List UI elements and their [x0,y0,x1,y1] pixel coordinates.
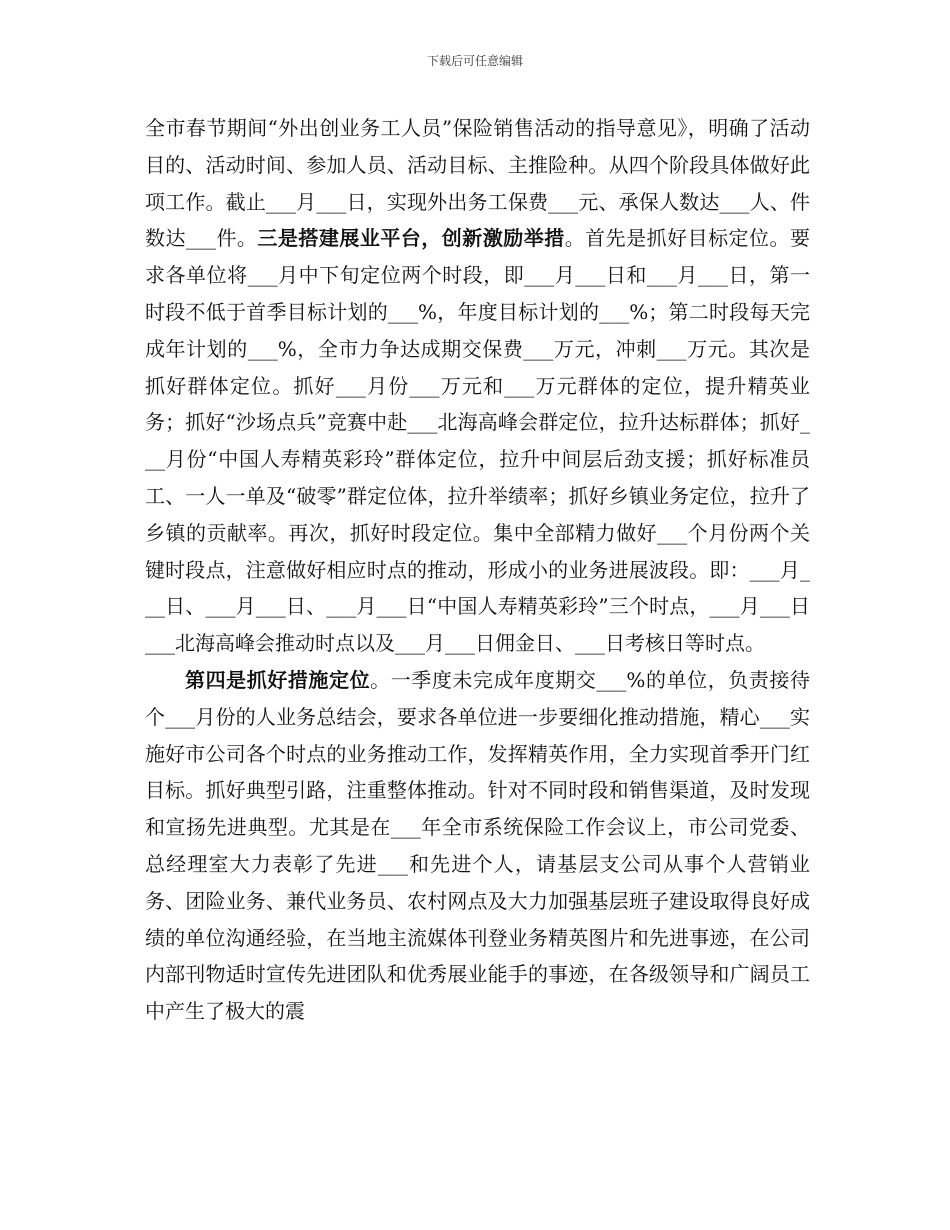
paragraph-1-text-a: 全市春节期间“外出创业务工人员”保险销售活动的指导意见》，明确了活动目的、活动时间、参加人员、活动目标、主推险种。从四个阶段具体做好此项工作。截止___月___日，实现外出务工保费___元、承保人数达___人、件数达___件。 [145,116,810,251]
paragraph-1-bold-heading: 三是搭建展业平台，创新激励举措 [257,226,565,251]
page-header: 下载后可任意编辑 [426,54,523,68]
paragraph-1 [145,110,810,662]
paragraph-1-text-b: 。首先是抓好目标定位。要求各单位将___月中下旬定位两个时段，即___月___日和___月___日，第一时段不低于首季目标计划的___%，年度目标计划的___%；第二时段每天完成年计划的___%，全市力争达成期交保费___万元，冲刺___万元。其次是抓好群体定位。抓好___月份___万元和___万元群体的定位，提升精英业务；抓好“沙场点兵”竞赛中赴___北海高峰会群定位，拉升达标群体；抓好___月份“中国人寿精英彩玲”群体定位，拉升中间层后劲支援；抓好标准员工、一人一单及“破零”群定位体，拉升举绩率；抓好乡镇业务定位，拉升了乡镇的贡献率。再次，抓好时段定位。集中全部精力做好___个月份两个关键时段点，注意做好相应时点的推动，形成小的业务进展波段。即：___月___日、___月___日、___月___日“中国人寿精英彩玲”三个时点，___月___日___北海高峰会推动时点以及___月___日佣金日、___日考核日等时点。 [145,226,811,656]
paragraph-2 [145,662,810,1030]
paragraph-2-bold-heading: 第四是抓好措施定位 [185,667,371,692]
document-body [145,110,810,1030]
paragraph-2-text: 。一季度未完成年度期交___%的单位，负责接待个___月份的人业务总结会，要求各单位进一步要细化推动措施，精心___实施好市公司各个时点的业务推动工作，发挥精英作用，全力实现首季开门红目标。抓好典型引路，注重整体推动。针对不同时段和销售渠道，及时发现和宣扬先进典型。尤其是在___年全市系统保险工作会议上，市公司党委、总经理室大力表彰了先进___和先进个人，请基层支公司从事个人营销业务、团险业务、兼代业务员、农村网点及大力加强基层班子建设取得良好成绩的单位沟通经验，在当地主流媒体刊登业务精英图片和先进事迹，在公司内部刊物适时宣传先进团队和优秀展业能手的事迹，在各级领导和广阔员工中产生了极大的震 [145,667,810,1024]
